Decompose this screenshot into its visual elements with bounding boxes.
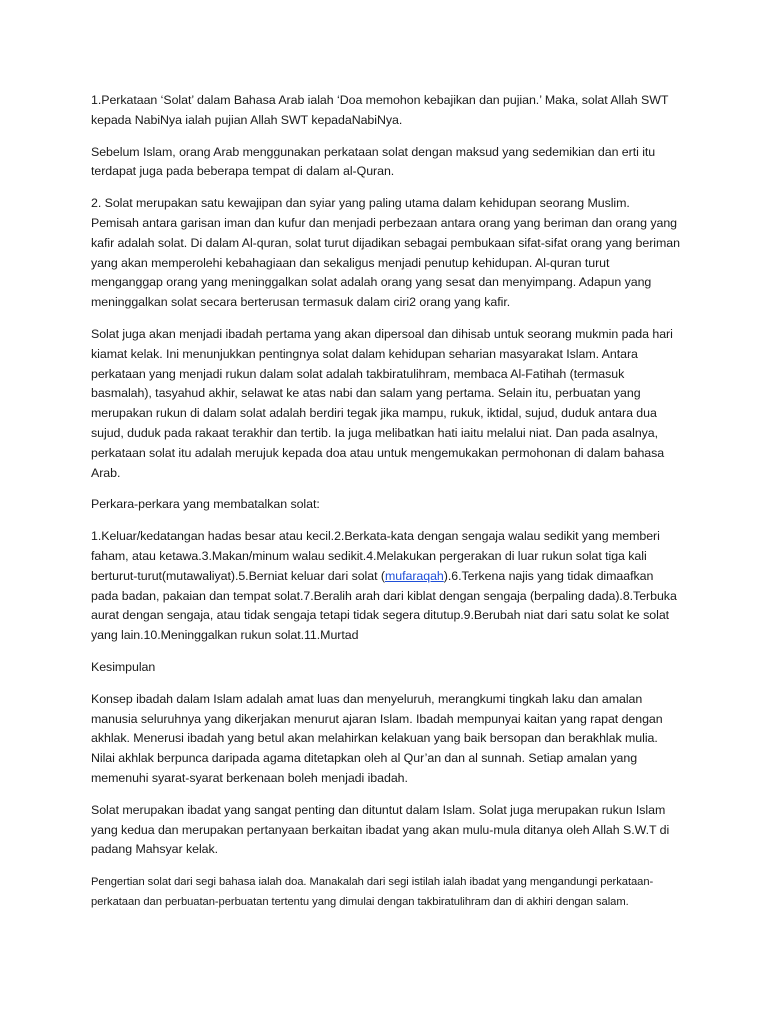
paragraph-conclusion-ibadah: Konsep ibadah dalam Islam adalah amat luas dan menyeluruh, merangkumi tingkah laku dan amalan manusia seluruhnya yang dikerjakan menurut ajaran Islam. Ibadah mempunyai kaitan yang rapat dengan akhlak. Menerusi ibadah yang betul akan melahirkan kelakuan yang baik bersopan dan berakhlak mulia. Nilai akhlak berpunca daripada agama ditetapkan oleh al Qur’an dan al sunnah. Setiap amalan yang memenuhi syarat-syarat berkenaan boleh menjadi ibadah. xyxy=(91,691,663,785)
invalidators-text-end: ).6.Terkena najis yang tidak dimaafkan pada badan, pakaian dan tempat solat.7.Beralih arah dari kiblat dengan sengaja (berpaling dada).8.Terbuka aurat dengan sengaja, atau tidak sengaja tetapi tidak segera ditutup.9.Berubah niat dari satu solat ke solat yang lain.10.Meninggalkan rukun solat.11.Murtad xyxy=(91,568,677,643)
mufaraqah-link[interactable]: mufaraqah xyxy=(384,568,444,583)
paragraph-invalidators-list xyxy=(91,527,681,646)
paragraph-definition-small: Pengertian solat dari segi bahasa ialah doa. Manakalah dari segi istilah ialah ibadat yang mengandungi perkataan-perkataan dan perbuatan-perbuatan tertentu yang dimulai dengan takbiratulihram dan di akhiri dengan salam. xyxy=(91,876,654,909)
heading-conclusion: Kesimpulan xyxy=(91,659,156,674)
paragraph-pre-islam: Sebelum Islam, orang Arab menggunakan perkataan solat dengan maksud yang sedemikian dan erti itu terdapat juga pada beberapa tempat di dalam al-Quran. xyxy=(91,144,656,179)
paragraph-obligation: 2. Solat merupakan satu kewajipan dan syiar yang paling utama dalam kehidupan seorang Muslim. Pemisah antara garisan iman dan kufur dan menjadi perbezaan antara orang yang beriman dan orang yang kafir adalah solat. Di dalam Al-quran, solat turut dijadikan sebagai pembukaan sifat-sifat orang yang beriman yang akan memperolehi kebahagiaan dan sekaligus menjadi penutup kehidupan. Al-quran turut menganggap orang yang meninggalkan solat adalah orang yang sesat dan menyimpang. Adapun yang meninggalkan solat secara berterusan termasuk dalam ciri2 orang yang kafir. xyxy=(91,196,680,310)
invalidators-text-start: 1.Keluar/kedatangan hadas besar atau kecil.2.Berkata-kata dengan sengaja walau sedikit yang memberi faham, atau ketawa.3.Makan/minum walau sedikit.4.Melakukan pergerakan di luar rukun solat tiga kali berturut-turut(mutawaliyat).5.Berniat keluar dari solat ( xyxy=(91,529,660,583)
heading-invalidators: Perkara-perkara yang membatalkan solat: xyxy=(91,497,320,512)
paragraph-rukun: Solat juga akan menjadi ibadah pertama yang akan dipersoal dan dihisab untuk seorang mukmin pada hari kiamat kelak. Ini menunjukkan pentingnya solat dalam kehidupan seharian masyarakat Islam. Antara perkataan yang menjadi rukun dalam solat adalah takbiratulihram, membaca Al-Fatihah (termasuk basmalah), tasyahud akhir, selawat ke atas nabi dan salam yang pertama. Selain itu, perbuatan yang merupakan rukun di dalam solat adalah berdiri tegak jika mampu, rukuk, iktidal, sujud, duduk antara dua sujud, duduk pada rakaat terakhir dan tertib. Ia juga melibatkan hati iaitu melalui niat. Dan pada asalnya, perkataan solat itu adalah merujuk kepada doa atau untuk mengemukakan permohonan di dalam bahasa Arab. xyxy=(91,326,673,480)
paragraph-definition: 1.Perkataan ‘Solat’ dalam Bahasa Arab ialah ‘Doa memohon kebajikan dan pujian.’ Maka, solat Allah SWT kepada NabiNya ialah pujian Allah SWT kepadaNabiNya. xyxy=(91,93,669,127)
document-body xyxy=(91,91,681,924)
paragraph-conclusion-solat: Solat merupakan ibadat yang sangat penting dan dituntut dalam Islam. Solat juga merupakan rukun Islam yang kedua dan merupakan pertanyaan berkaitan ibadat yang akan mulu-mula ditanya oleh Allah S.W.T di padang Mahsyar kelak. xyxy=(91,802,670,857)
